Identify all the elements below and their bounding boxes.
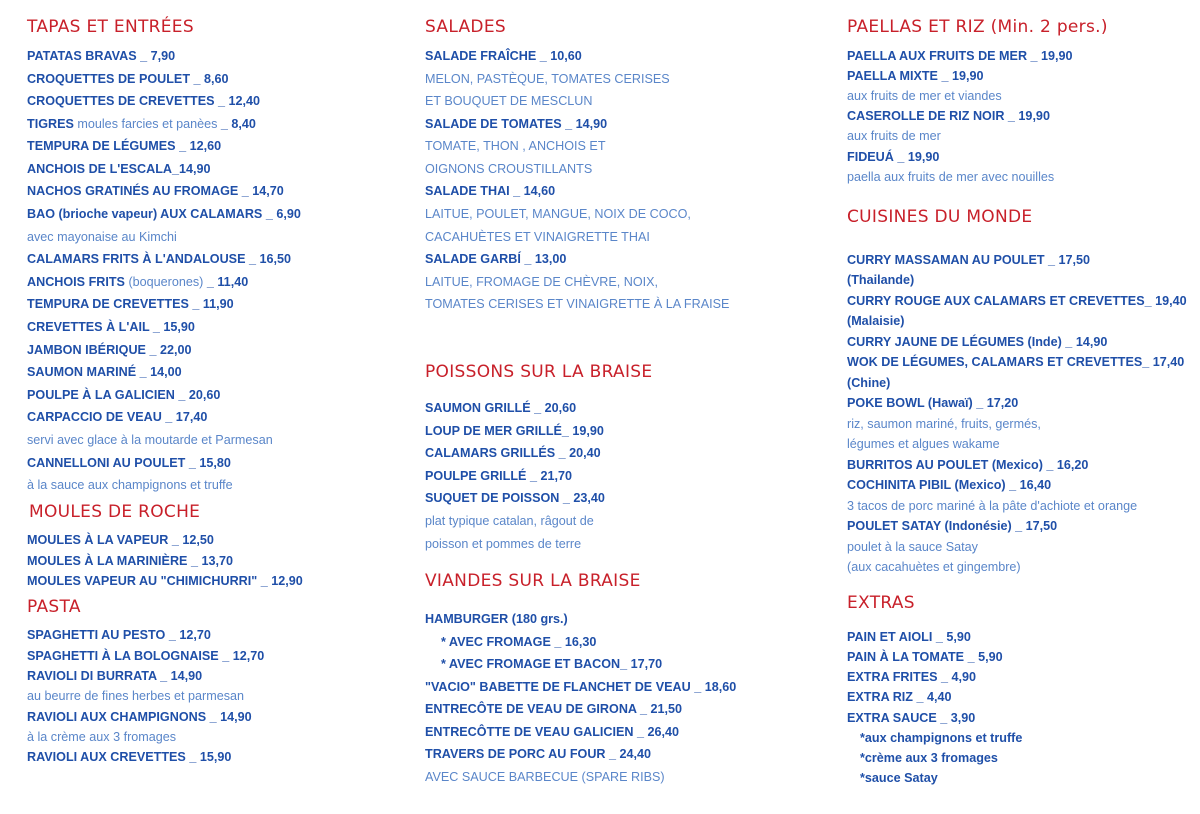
menu-item-origin: (Chine) bbox=[847, 376, 891, 390]
menu-item: CURRY JAUNE DE LÉGUMES (Inde) _ 14,90 bbox=[847, 335, 1108, 349]
menu-item-option: *crème aux 3 fromages bbox=[860, 751, 998, 765]
menu-item: SALADE DE TOMATES _ 14,90 bbox=[425, 117, 608, 131]
menu-item: POULET SATAY (Indonésie) _ 17,50 bbox=[847, 519, 1058, 533]
section-heading-viandes: VIANDES SUR LA BRAISE bbox=[425, 571, 641, 591]
item-description: à la crème aux 3 fromages bbox=[27, 730, 177, 744]
menu-item: CALAMARS GRILLÉS _ 20,40 bbox=[425, 446, 601, 460]
menu-item: PAIN ET AIOLI _ 5,90 bbox=[847, 630, 971, 644]
item-description: TOMATE, THON , ANCHOIS ET bbox=[425, 139, 606, 153]
item-price: _ 8,40 bbox=[220, 117, 256, 131]
menu-item: PATATAS BRAVAS _ 7,90 bbox=[27, 49, 176, 63]
menu-item: CARPACCIO DE VEAU _ 17,40 bbox=[27, 410, 208, 424]
item-description: (aux cacahuètes et gingembre) bbox=[847, 560, 1021, 574]
menu-item: EXTRA FRITES _ 4,90 bbox=[847, 670, 977, 684]
item-description: légumes et algues wakame bbox=[847, 437, 1000, 451]
item-description: AVEC SAUCE BARBECUE (SPARE RIBS) bbox=[425, 770, 665, 784]
menu-item: TRAVERS DE PORC AU FOUR _ 24,40 bbox=[425, 747, 652, 761]
menu-item: COCHINITA PIBIL (Mexico) _ 16,40 bbox=[847, 478, 1052, 492]
item-description: à la sauce aux champignons et truffe bbox=[27, 478, 233, 492]
item-description: servi avec glace à la moutarde et Parmesan bbox=[27, 433, 273, 447]
menu-item: JAMBON IBÉRIQUE _ 22,00 bbox=[27, 343, 192, 357]
menu-item: POULPE À LA GALICIEN _ 20,60 bbox=[27, 388, 221, 402]
section-heading-pasta: PASTA bbox=[27, 597, 81, 617]
menu-item: ENTRECÔTE DE VEAU DE GIRONA _ 21,50 bbox=[425, 702, 683, 716]
menu-item: TEMPURA DE CREVETTES _ 11,90 bbox=[27, 297, 234, 311]
item-description: paella aux fruits de mer avec nouilles bbox=[847, 170, 1055, 184]
item-description: plat typique catalan, râgout de bbox=[425, 514, 594, 528]
menu-item: SALADE FRAÎCHE _ 10,60 bbox=[425, 49, 582, 63]
item-description: aux fruits de mer et viandes bbox=[847, 89, 1002, 103]
menu-item: NACHOS GRATINÉS AU FROMAGE _ 14,70 bbox=[27, 184, 284, 198]
menu-item: SAUMON MARINÉ _ 14,00 bbox=[27, 365, 182, 379]
menu-item: HAMBURGER (180 grs.) bbox=[425, 612, 568, 626]
item-description: avec mayonaise au Kimchi bbox=[27, 230, 177, 244]
menu-item: RAVIOLI DI BURRATA _ 14,90 bbox=[27, 669, 203, 683]
menu-item-origin: (Thailande) bbox=[847, 273, 915, 287]
item-description: TOMATES CERISES ET VINAIGRETTE À LA FRAISE bbox=[425, 297, 730, 311]
item-description: (boquerones) bbox=[124, 275, 207, 289]
item-description: au beurre de fines herbes et parmesan bbox=[27, 689, 245, 703]
item-description: OIGNONS CROUSTILLANTS bbox=[425, 162, 593, 176]
menu-item: "VACIO" BABETTE DE FLANCHET DE VEAU _ 18,60 bbox=[425, 680, 737, 694]
menu-item: SPAGHETTI À LA BOLOGNAISE _ 12,70 bbox=[27, 649, 265, 663]
menu-item: CASEROLLE DE RIZ NOIR _ 19,90 bbox=[847, 109, 1050, 123]
menu-item: ANCHOIS DE L'ESCALA_14,90 bbox=[27, 162, 211, 176]
item-description: LAITUE, POULET, MANGUE, NOIX DE COCO, bbox=[425, 207, 691, 221]
menu-item: TEMPURA DE LÉGUMES _ 12,60 bbox=[27, 139, 222, 153]
item-description: poisson et pommes de terre bbox=[425, 537, 582, 551]
item-description: aux fruits de mer bbox=[847, 129, 941, 143]
item-description: LAITUE, FROMAGE DE CHÈVRE, NOIX, bbox=[425, 275, 659, 289]
menu-item-option: * AVEC FROMAGE ET BACON_ 17,70 bbox=[441, 657, 663, 671]
menu-item-origin: (Malaisie) bbox=[847, 314, 905, 328]
section-heading-poissons: POISSONS SUR LA BRAISE bbox=[425, 362, 653, 382]
menu-item: MOULES À LA VAPEUR _ 12,50 bbox=[27, 533, 214, 547]
menu-item: PAELLA AUX FRUITS DE MER _ 19,90 bbox=[847, 49, 1073, 63]
menu-item-option: *aux champignons et truffe bbox=[860, 731, 1023, 745]
menu-item: MOULES VAPEUR AU "CHIMICHURRI" _ 12,90 bbox=[27, 574, 303, 588]
section-heading-cuisines: CUISINES DU MONDE bbox=[847, 207, 1033, 227]
menu-item: BURRITOS AU POULET (Mexico) _ 16,20 bbox=[847, 458, 1089, 472]
item-description: moules farcies et panèes bbox=[73, 117, 221, 131]
menu-item: POULPE GRILLÉ _ 21,70 bbox=[425, 469, 572, 483]
item-description: riz, saumon mariné, fruits, germés, bbox=[847, 417, 1041, 431]
menu-item: PAELLA MIXTE _ 19,90 bbox=[847, 69, 984, 83]
section-heading-moules: MOULES DE ROCHE bbox=[29, 502, 201, 522]
menu-item: LOUP DE MER GRILLÉ_ 19,90 bbox=[425, 424, 604, 438]
menu-item: POKE BOWL (Hawaï) _ 17,20 bbox=[847, 396, 1019, 410]
menu-item: RAVIOLI AUX CHAMPIGNONS _ 14,90 bbox=[27, 710, 252, 724]
menu-item: SALADE GARBÍ _ 13,00 bbox=[425, 252, 567, 266]
menu-item: CROQUETTES DE CREVETTES _ 12,40 bbox=[27, 94, 261, 108]
menu-item: CALAMARS FRITS À L'ANDALOUSE _ 16,50 bbox=[27, 252, 291, 266]
section-heading-paellas: PAELLAS ET RIZ (Min. 2 pers.) bbox=[847, 17, 1108, 37]
menu-item: FIDEUÁ _ 19,90 bbox=[847, 150, 940, 164]
menu-item: PAIN À LA TOMATE _ 5,90 bbox=[847, 650, 1003, 664]
menu-item: CROQUETTES DE POULET _ 8,60 bbox=[27, 72, 229, 86]
menu-item: SAUMON GRILLÉ _ 20,60 bbox=[425, 401, 577, 415]
menu-item-anchois-frits bbox=[27, 274, 248, 290]
menu-item: MOULES À LA MARINIÈRE _ 13,70 bbox=[27, 554, 233, 568]
item-name: TIGRES bbox=[27, 117, 74, 131]
menu-item: CREVETTES À L'AIL _ 15,90 bbox=[27, 320, 195, 334]
menu-item: EXTRA SAUCE _ 3,90 bbox=[847, 711, 976, 725]
menu-item-option: *sauce Satay bbox=[860, 771, 938, 785]
menu-item: SALADE THAI _ 14,60 bbox=[425, 184, 556, 198]
item-description: MELON, PASTÈQUE, TOMATES CERISES bbox=[425, 72, 670, 86]
item-description: 3 tacos de porc mariné à la pâte d'achiote et orange bbox=[847, 499, 1138, 513]
item-description: poulet à la sauce Satay bbox=[847, 540, 978, 554]
menu-item-option: * AVEC FROMAGE _ 16,30 bbox=[441, 635, 597, 649]
menu-item: CURRY ROUGE AUX CALAMARS ET CREVETTES_ 19,40 bbox=[847, 294, 1187, 308]
menu-item: CANNELLONI AU POULET _ 15,80 bbox=[27, 456, 231, 470]
menu-item: CURRY MASSAMAN AU POULET _ 17,50 bbox=[847, 253, 1091, 267]
item-name: ANCHOIS FRITS bbox=[27, 275, 125, 289]
menu-item: SPAGHETTI AU PESTO _ 12,70 bbox=[27, 628, 211, 642]
section-heading-extras: EXTRAS bbox=[847, 593, 915, 613]
item-price: _ 11,40 bbox=[206, 275, 249, 289]
menu-item: BAO (brioche vapeur) AUX CALAMARS _ 6,90 bbox=[27, 207, 301, 221]
item-description: ET BOUQUET DE MESCLUN bbox=[425, 94, 593, 108]
menu-item: EXTRA RIZ _ 4,40 bbox=[847, 690, 952, 704]
menu-item: RAVIOLI AUX CREVETTES _ 15,90 bbox=[27, 750, 232, 764]
section-heading-tapas: TAPAS ET ENTRÉES bbox=[27, 17, 194, 37]
menu-item: ENTRECÔTTE DE VEAU GALICIEN _ 26,40 bbox=[425, 725, 680, 739]
item-description: CACAHUÈTES ET VINAIGRETTE THAI bbox=[425, 230, 650, 244]
menu-item: WOK DE LÉGUMES, CALAMARS ET CREVETTES_ 17,40 bbox=[847, 355, 1185, 369]
menu-item-tigres bbox=[27, 116, 256, 132]
menu-item: SUQUET DE POISSON _ 23,40 bbox=[425, 491, 605, 505]
section-heading-salades: SALADES bbox=[425, 17, 506, 37]
